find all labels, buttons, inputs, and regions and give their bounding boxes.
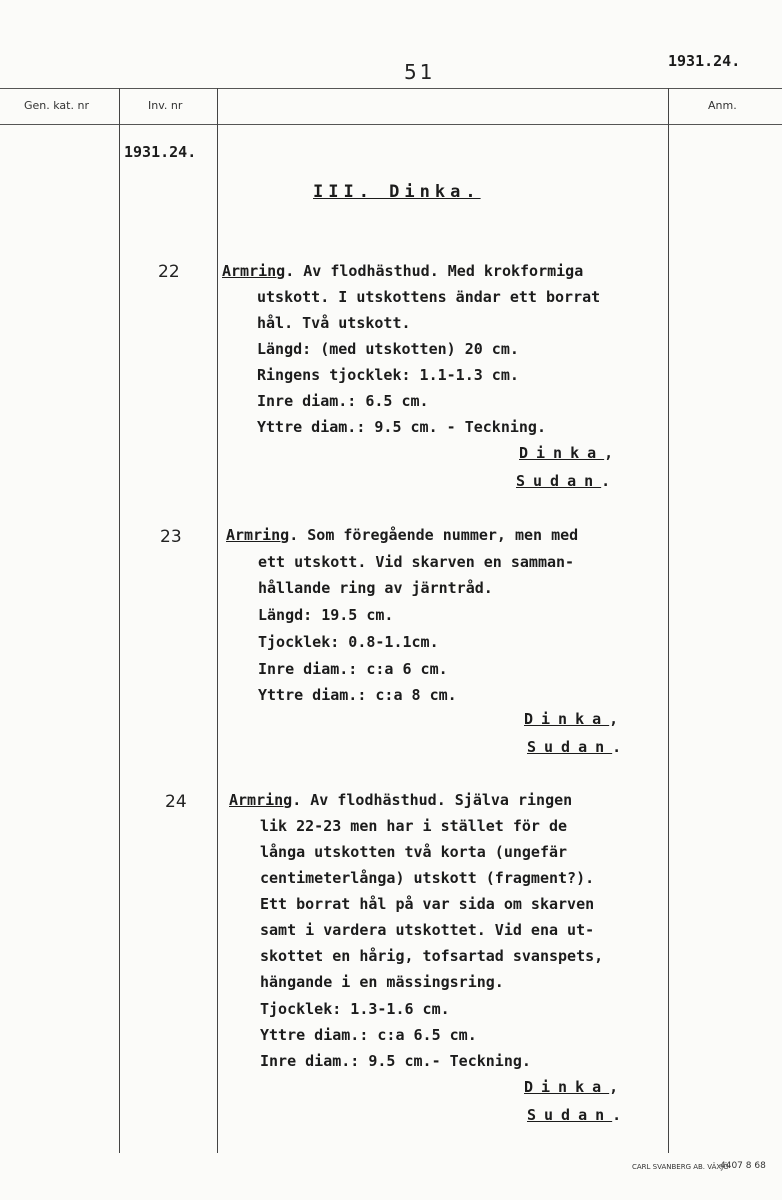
entry-line: Ett borrat hål på var sida om skarven — [260, 895, 595, 913]
column-divider-1 — [119, 88, 120, 1153]
region-line — [527, 738, 621, 756]
column-header-gen-kat: Gen. kat. nr — [24, 99, 89, 112]
form-number: 4407 8 68 — [720, 1161, 766, 1171]
people-name: Dinka — [524, 710, 610, 728]
entry-text: . Av flodhästhud. Med krokformiga — [285, 262, 584, 280]
entry-line: utskott. I utskottens ändar ett borrat — [257, 288, 601, 306]
entry-line: Yttre diam.: c:a 8 cm. — [258, 686, 457, 704]
entry-line: hängande i en mässingsring. — [260, 973, 504, 991]
entry-text: . Som föregående nummer, men med — [289, 526, 579, 544]
region-line — [527, 1106, 621, 1124]
region-punct: . — [612, 738, 622, 756]
region-name: Sudan — [527, 738, 613, 756]
people-line — [524, 710, 618, 728]
header-top-rule — [0, 88, 782, 89]
entry-line: hållande ring av järntråd. — [258, 579, 493, 597]
people-punct: , — [609, 1078, 619, 1096]
entry-line: Inre diam.: c:a 6 cm. — [258, 660, 448, 678]
entry-line: ett utskott. Vid skarven en samman- — [258, 553, 575, 571]
page-number: 51 — [404, 60, 436, 84]
section-title: III. Dinka. — [313, 182, 481, 202]
entry-number: 24 — [165, 792, 187, 812]
entry-line: lik 22-23 men har i stället för de — [260, 817, 568, 835]
people-name: Dinka — [524, 1078, 610, 1096]
people-punct: , — [609, 710, 619, 728]
people-punct: , — [604, 444, 614, 462]
entry-number: 22 — [158, 262, 180, 282]
entry-line — [222, 262, 583, 280]
entry-line: Inre diam.: 9.5 cm.- Teckning. — [260, 1052, 531, 1070]
region-line — [516, 472, 610, 490]
header-bottom-rule — [0, 124, 782, 125]
entry-line: Yttre diam.: 9.5 cm. - Teckning. — [257, 418, 546, 436]
entry-line: Längd: 19.5 cm. — [258, 606, 394, 624]
column-header-inv: Inv. nr — [148, 99, 183, 112]
region-punct: . — [601, 472, 611, 490]
entry-line: Ringens tjocklek: 1.1-1.3 cm. — [257, 366, 519, 384]
entry-line: Yttre diam.: c:a 6.5 cm. — [260, 1026, 477, 1044]
entry-line: skottet en hårig, tofsartad svanspets, — [260, 947, 604, 965]
accession-number-top: 1931.24. — [668, 52, 741, 70]
people-line — [524, 1078, 618, 1096]
entry-line: hål. Två utskott. — [257, 314, 411, 332]
entry-line: Tjocklek: 1.3-1.6 cm. — [260, 1000, 450, 1018]
accession-number: 1931.24. — [124, 143, 197, 161]
entry-type: Armring — [229, 791, 293, 809]
entry-type: Armring — [226, 526, 290, 544]
entry-line: långa utskotten två korta (ungefär — [260, 843, 568, 861]
entry-line: centimeterlånga) utskott (fragment?). — [260, 869, 595, 887]
entry-line — [226, 526, 578, 544]
entry-line: Tjocklek: 0.8-1.1cm. — [258, 633, 439, 651]
region-name: Sudan — [527, 1106, 613, 1124]
printer-imprint: CARL SVANBERG AB. VÄXJÖ — [632, 1163, 729, 1171]
column-divider-2 — [217, 88, 218, 1153]
column-divider-3 — [668, 88, 669, 1153]
column-header-anm: Anm. — [708, 99, 737, 112]
people-name: Dinka — [519, 444, 605, 462]
entry-type: Armring — [222, 262, 286, 280]
entry-number: 23 — [160, 527, 182, 547]
entry-line — [229, 791, 572, 809]
region-punct: . — [612, 1106, 622, 1124]
people-line — [519, 444, 613, 462]
entry-line: samt i vardera utskottet. Vid ena ut- — [260, 921, 595, 939]
region-name: Sudan — [516, 472, 602, 490]
entry-line: Inre diam.: 6.5 cm. — [257, 392, 429, 410]
entry-text: . Av flodhästhud. Själva ringen — [292, 791, 573, 809]
entry-line: Längd: (med utskotten) 20 cm. — [257, 340, 519, 358]
